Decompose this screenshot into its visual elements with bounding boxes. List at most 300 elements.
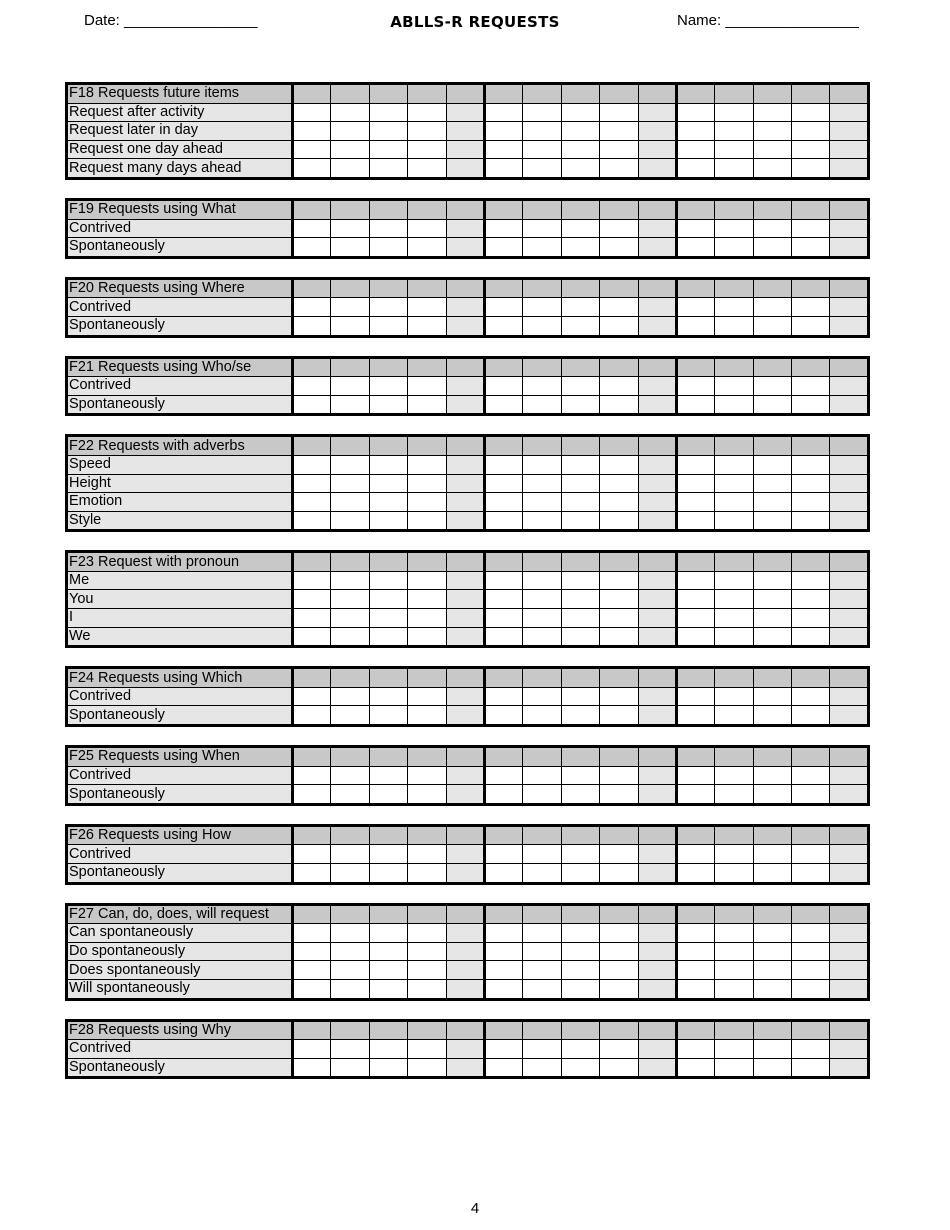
score-cell[interactable] [792, 924, 830, 943]
score-cell[interactable] [523, 493, 561, 512]
score-cell[interactable] [715, 298, 753, 317]
score-cell[interactable] [561, 159, 599, 179]
score-cell[interactable] [600, 493, 638, 512]
score-cell[interactable] [715, 1058, 753, 1078]
score-cell[interactable] [676, 455, 714, 474]
score-cell[interactable] [523, 845, 561, 864]
score-cell[interactable] [331, 766, 369, 785]
score-cell[interactable] [408, 455, 446, 474]
score-cell[interactable] [830, 316, 869, 336]
score-cell[interactable] [523, 1040, 561, 1059]
score-cell[interactable] [638, 238, 676, 258]
score-cell[interactable] [561, 511, 599, 531]
score-cell[interactable] [830, 590, 869, 609]
score-cell[interactable] [293, 219, 331, 238]
score-cell[interactable] [600, 627, 638, 647]
score-cell[interactable] [484, 511, 522, 531]
score-cell[interactable] [408, 395, 446, 415]
score-cell[interactable] [523, 766, 561, 785]
score-cell[interactable] [331, 590, 369, 609]
score-cell[interactable] [676, 864, 714, 884]
score-cell[interactable] [715, 706, 753, 726]
score-cell[interactable] [638, 455, 676, 474]
score-cell[interactable] [408, 377, 446, 396]
score-cell[interactable] [753, 122, 791, 141]
score-cell[interactable] [600, 864, 638, 884]
score-cell[interactable] [676, 298, 714, 317]
score-cell[interactable] [408, 103, 446, 122]
score-cell[interactable] [446, 609, 484, 628]
score-cell[interactable] [638, 864, 676, 884]
score-cell[interactable] [792, 103, 830, 122]
score-cell[interactable] [830, 122, 869, 141]
score-cell[interactable] [561, 1040, 599, 1059]
score-cell[interactable] [561, 493, 599, 512]
score-cell[interactable] [792, 961, 830, 980]
score-cell[interactable] [523, 961, 561, 980]
score-cell[interactable] [715, 159, 753, 179]
score-cell[interactable] [600, 238, 638, 258]
score-cell[interactable] [792, 785, 830, 805]
score-cell[interactable] [792, 590, 830, 609]
score-cell[interactable] [484, 785, 522, 805]
score-cell[interactable] [408, 298, 446, 317]
score-cell[interactable] [753, 961, 791, 980]
score-cell[interactable] [523, 942, 561, 961]
score-cell[interactable] [331, 687, 369, 706]
score-cell[interactable] [600, 609, 638, 628]
score-cell[interactable] [408, 924, 446, 943]
score-cell[interactable] [753, 924, 791, 943]
score-cell[interactable] [523, 122, 561, 141]
score-cell[interactable] [446, 316, 484, 336]
score-cell[interactable] [331, 219, 369, 238]
score-cell[interactable] [446, 687, 484, 706]
score-cell[interactable] [792, 571, 830, 590]
score-cell[interactable] [715, 766, 753, 785]
score-cell[interactable] [792, 609, 830, 628]
score-cell[interactable] [792, 979, 830, 999]
score-cell[interactable] [331, 474, 369, 493]
score-cell[interactable] [446, 474, 484, 493]
score-cell[interactable] [792, 159, 830, 179]
score-cell[interactable] [561, 864, 599, 884]
score-cell[interactable] [753, 316, 791, 336]
score-cell[interactable] [830, 395, 869, 415]
score-cell[interactable] [369, 298, 407, 317]
score-cell[interactable] [715, 103, 753, 122]
score-cell[interactable] [331, 706, 369, 726]
score-cell[interactable] [369, 1058, 407, 1078]
score-cell[interactable] [830, 571, 869, 590]
score-cell[interactable] [638, 979, 676, 999]
score-cell[interactable] [331, 140, 369, 159]
score-cell[interactable] [753, 159, 791, 179]
score-cell[interactable] [676, 766, 714, 785]
score-cell[interactable] [676, 159, 714, 179]
score-cell[interactable] [331, 298, 369, 317]
score-cell[interactable] [408, 159, 446, 179]
score-cell[interactable] [715, 627, 753, 647]
score-cell[interactable] [830, 785, 869, 805]
score-cell[interactable] [830, 377, 869, 396]
score-cell[interactable] [523, 706, 561, 726]
score-cell[interactable] [369, 924, 407, 943]
score-cell[interactable] [792, 627, 830, 647]
score-cell[interactable] [446, 122, 484, 141]
score-cell[interactable] [408, 766, 446, 785]
score-cell[interactable] [638, 511, 676, 531]
score-cell[interactable] [715, 511, 753, 531]
score-cell[interactable] [753, 687, 791, 706]
score-cell[interactable] [676, 140, 714, 159]
score-cell[interactable] [331, 103, 369, 122]
score-cell[interactable] [792, 687, 830, 706]
score-cell[interactable] [638, 140, 676, 159]
score-cell[interactable] [484, 590, 522, 609]
score-cell[interactable] [715, 571, 753, 590]
score-cell[interactable] [369, 103, 407, 122]
score-cell[interactable] [830, 766, 869, 785]
score-cell[interactable] [676, 1058, 714, 1078]
score-cell[interactable] [408, 140, 446, 159]
score-cell[interactable] [638, 924, 676, 943]
score-cell[interactable] [600, 103, 638, 122]
score-cell[interactable] [293, 766, 331, 785]
score-cell[interactable] [561, 845, 599, 864]
score-cell[interactable] [408, 627, 446, 647]
score-cell[interactable] [600, 1058, 638, 1078]
score-cell[interactable] [446, 627, 484, 647]
score-cell[interactable] [561, 395, 599, 415]
score-cell[interactable] [523, 395, 561, 415]
score-cell[interactable] [484, 571, 522, 590]
score-cell[interactable] [369, 455, 407, 474]
score-cell[interactable] [600, 298, 638, 317]
score-cell[interactable] [369, 395, 407, 415]
score-cell[interactable] [600, 706, 638, 726]
score-cell[interactable] [331, 961, 369, 980]
score-cell[interactable] [484, 455, 522, 474]
score-cell[interactable] [638, 1040, 676, 1059]
score-cell[interactable] [446, 785, 484, 805]
score-cell[interactable] [293, 316, 331, 336]
score-cell[interactable] [830, 609, 869, 628]
score-cell[interactable] [408, 571, 446, 590]
score-cell[interactable] [792, 140, 830, 159]
score-cell[interactable] [484, 238, 522, 258]
score-cell[interactable] [561, 609, 599, 628]
score-cell[interactable] [446, 571, 484, 590]
score-cell[interactable] [331, 979, 369, 999]
score-cell[interactable] [369, 979, 407, 999]
score-cell[interactable] [638, 942, 676, 961]
score-cell[interactable] [293, 298, 331, 317]
score-cell[interactable] [408, 864, 446, 884]
score-cell[interactable] [753, 590, 791, 609]
score-cell[interactable] [830, 706, 869, 726]
score-cell[interactable] [331, 159, 369, 179]
score-cell[interactable] [293, 590, 331, 609]
score-cell[interactable] [676, 219, 714, 238]
score-cell[interactable] [523, 298, 561, 317]
score-cell[interactable] [293, 706, 331, 726]
score-cell[interactable] [369, 140, 407, 159]
score-cell[interactable] [408, 219, 446, 238]
score-cell[interactable] [408, 979, 446, 999]
score-cell[interactable] [753, 511, 791, 531]
score-cell[interactable] [523, 103, 561, 122]
score-cell[interactable] [408, 687, 446, 706]
score-cell[interactable] [408, 1040, 446, 1059]
score-cell[interactable] [446, 455, 484, 474]
score-cell[interactable] [369, 474, 407, 493]
score-cell[interactable] [523, 924, 561, 943]
score-cell[interactable] [293, 845, 331, 864]
score-cell[interactable] [293, 1058, 331, 1078]
score-cell[interactable] [753, 942, 791, 961]
score-cell[interactable] [446, 864, 484, 884]
score-cell[interactable] [408, 474, 446, 493]
score-cell[interactable] [331, 122, 369, 141]
score-cell[interactable] [369, 571, 407, 590]
score-cell[interactable] [331, 924, 369, 943]
score-cell[interactable] [369, 687, 407, 706]
score-cell[interactable] [638, 961, 676, 980]
score-cell[interactable] [792, 238, 830, 258]
score-cell[interactable] [753, 766, 791, 785]
score-cell[interactable] [830, 924, 869, 943]
score-cell[interactable] [830, 1058, 869, 1078]
score-cell[interactable] [600, 316, 638, 336]
score-cell[interactable] [293, 377, 331, 396]
score-cell[interactable] [830, 845, 869, 864]
score-cell[interactable] [369, 122, 407, 141]
score-cell[interactable] [753, 627, 791, 647]
score-cell[interactable] [484, 1058, 522, 1078]
score-cell[interactable] [446, 395, 484, 415]
score-cell[interactable] [676, 785, 714, 805]
score-cell[interactable] [830, 298, 869, 317]
score-cell[interactable] [753, 1040, 791, 1059]
score-cell[interactable] [600, 395, 638, 415]
score-cell[interactable] [369, 493, 407, 512]
score-cell[interactable] [600, 511, 638, 531]
score-cell[interactable] [293, 511, 331, 531]
score-cell[interactable] [561, 942, 599, 961]
score-cell[interactable] [715, 219, 753, 238]
score-cell[interactable] [676, 571, 714, 590]
score-cell[interactable] [293, 493, 331, 512]
score-cell[interactable] [446, 103, 484, 122]
score-cell[interactable] [484, 924, 522, 943]
score-cell[interactable] [676, 238, 714, 258]
score-cell[interactable] [408, 511, 446, 531]
score-cell[interactable] [523, 140, 561, 159]
score-cell[interactable] [561, 316, 599, 336]
score-cell[interactable] [753, 609, 791, 628]
score-cell[interactable] [792, 511, 830, 531]
score-cell[interactable] [484, 609, 522, 628]
score-cell[interactable] [638, 590, 676, 609]
score-cell[interactable] [715, 961, 753, 980]
score-cell[interactable] [830, 219, 869, 238]
score-cell[interactable] [561, 706, 599, 726]
score-cell[interactable] [830, 961, 869, 980]
score-cell[interactable] [446, 511, 484, 531]
score-cell[interactable] [331, 845, 369, 864]
score-cell[interactable] [331, 511, 369, 531]
score-cell[interactable] [561, 103, 599, 122]
score-cell[interactable] [600, 140, 638, 159]
score-cell[interactable] [331, 395, 369, 415]
score-cell[interactable] [446, 298, 484, 317]
score-cell[interactable] [523, 377, 561, 396]
score-cell[interactable] [600, 845, 638, 864]
score-cell[interactable] [561, 474, 599, 493]
score-cell[interactable] [446, 219, 484, 238]
score-cell[interactable] [523, 455, 561, 474]
score-cell[interactable] [830, 687, 869, 706]
score-cell[interactable] [484, 298, 522, 317]
score-cell[interactable] [638, 571, 676, 590]
score-cell[interactable] [561, 219, 599, 238]
score-cell[interactable] [638, 706, 676, 726]
score-cell[interactable] [753, 785, 791, 805]
score-cell[interactable] [715, 979, 753, 999]
score-cell[interactable] [331, 785, 369, 805]
score-cell[interactable] [753, 103, 791, 122]
score-cell[interactable] [830, 238, 869, 258]
score-cell[interactable] [369, 511, 407, 531]
score-cell[interactable] [331, 627, 369, 647]
score-cell[interactable] [638, 609, 676, 628]
score-cell[interactable] [561, 766, 599, 785]
score-cell[interactable] [561, 571, 599, 590]
score-cell[interactable] [561, 590, 599, 609]
score-cell[interactable] [484, 377, 522, 396]
score-cell[interactable] [446, 140, 484, 159]
score-cell[interactable] [484, 316, 522, 336]
score-cell[interactable] [676, 590, 714, 609]
score-cell[interactable] [600, 455, 638, 474]
score-cell[interactable] [369, 1040, 407, 1059]
score-cell[interactable] [792, 316, 830, 336]
score-cell[interactable] [792, 1040, 830, 1059]
score-cell[interactable] [753, 455, 791, 474]
score-cell[interactable] [792, 474, 830, 493]
score-cell[interactable] [600, 961, 638, 980]
score-cell[interactable] [484, 1040, 522, 1059]
score-cell[interactable] [792, 706, 830, 726]
score-cell[interactable] [753, 845, 791, 864]
score-cell[interactable] [792, 942, 830, 961]
score-cell[interactable] [408, 961, 446, 980]
score-cell[interactable] [331, 609, 369, 628]
score-cell[interactable] [753, 474, 791, 493]
score-cell[interactable] [484, 159, 522, 179]
score-cell[interactable] [408, 238, 446, 258]
score-cell[interactable] [676, 395, 714, 415]
score-cell[interactable] [369, 609, 407, 628]
score-cell[interactable] [408, 609, 446, 628]
score-cell[interactable] [408, 493, 446, 512]
score-cell[interactable] [600, 766, 638, 785]
score-cell[interactable] [715, 455, 753, 474]
score-cell[interactable] [600, 474, 638, 493]
score-cell[interactable] [523, 687, 561, 706]
score-cell[interactable] [484, 687, 522, 706]
score-cell[interactable] [753, 1058, 791, 1078]
score-cell[interactable] [676, 706, 714, 726]
score-cell[interactable] [600, 1040, 638, 1059]
score-cell[interactable] [293, 159, 331, 179]
score-cell[interactable] [715, 924, 753, 943]
score-cell[interactable] [446, 766, 484, 785]
score-cell[interactable] [293, 122, 331, 141]
score-cell[interactable] [830, 979, 869, 999]
score-cell[interactable] [523, 979, 561, 999]
score-cell[interactable] [792, 377, 830, 396]
score-cell[interactable] [830, 493, 869, 512]
score-cell[interactable] [638, 395, 676, 415]
score-cell[interactable] [408, 1058, 446, 1078]
score-cell[interactable] [293, 140, 331, 159]
score-cell[interactable] [331, 571, 369, 590]
score-cell[interactable] [676, 845, 714, 864]
score-cell[interactable] [408, 845, 446, 864]
score-cell[interactable] [600, 590, 638, 609]
score-cell[interactable] [792, 1058, 830, 1078]
score-cell[interactable] [446, 706, 484, 726]
score-cell[interactable] [676, 316, 714, 336]
score-cell[interactable] [638, 627, 676, 647]
score-cell[interactable] [293, 687, 331, 706]
score-cell[interactable] [369, 627, 407, 647]
score-cell[interactable] [561, 140, 599, 159]
score-cell[interactable] [293, 942, 331, 961]
score-cell[interactable] [446, 590, 484, 609]
score-cell[interactable] [715, 316, 753, 336]
score-cell[interactable] [293, 1040, 331, 1059]
score-cell[interactable] [715, 474, 753, 493]
score-cell[interactable] [331, 942, 369, 961]
score-cell[interactable] [638, 785, 676, 805]
score-cell[interactable] [830, 1040, 869, 1059]
score-cell[interactable] [676, 961, 714, 980]
score-cell[interactable] [561, 377, 599, 396]
score-cell[interactable] [753, 377, 791, 396]
score-cell[interactable] [293, 455, 331, 474]
score-cell[interactable] [293, 609, 331, 628]
score-cell[interactable] [561, 785, 599, 805]
score-cell[interactable] [715, 845, 753, 864]
score-cell[interactable] [523, 1058, 561, 1078]
score-cell[interactable] [600, 979, 638, 999]
score-cell[interactable] [408, 122, 446, 141]
score-cell[interactable] [523, 316, 561, 336]
score-cell[interactable] [638, 474, 676, 493]
score-cell[interactable] [484, 845, 522, 864]
score-cell[interactable] [561, 627, 599, 647]
score-cell[interactable] [484, 219, 522, 238]
score-cell[interactable] [715, 609, 753, 628]
score-cell[interactable] [676, 103, 714, 122]
score-cell[interactable] [830, 455, 869, 474]
score-cell[interactable] [753, 571, 791, 590]
score-cell[interactable] [753, 219, 791, 238]
score-cell[interactable] [676, 493, 714, 512]
